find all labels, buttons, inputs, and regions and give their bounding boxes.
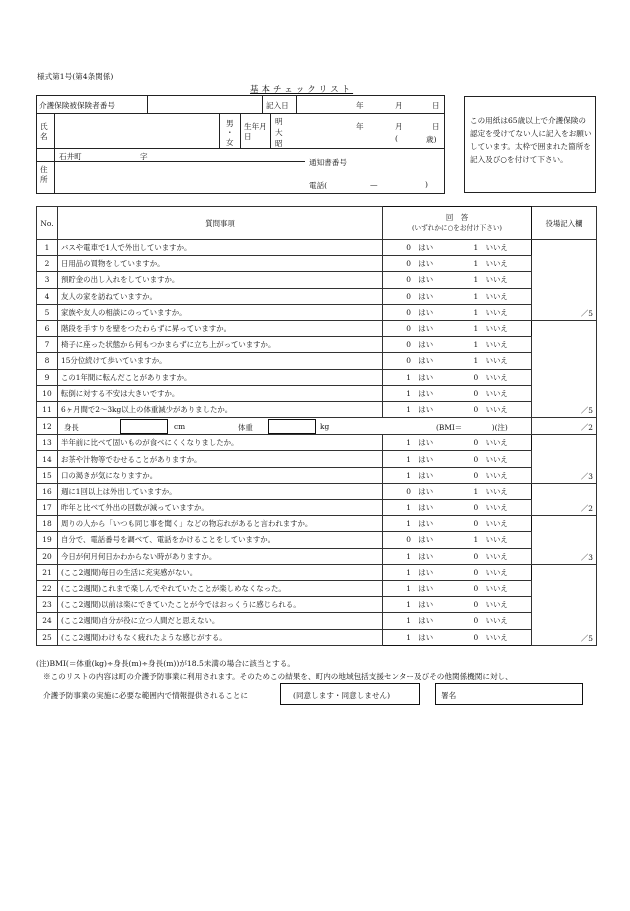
question-text: (ここ2週間)わけもなく疲れたような感じがする。 bbox=[58, 629, 383, 645]
office-score-cell: ／5 bbox=[532, 240, 597, 321]
answer-yes-score[interactable]: 0 bbox=[406, 243, 411, 253]
answer-no-score[interactable]: 1 bbox=[473, 324, 479, 334]
answer-yes-score[interactable]: 1 bbox=[406, 454, 411, 464]
answer-cell[interactable] bbox=[383, 629, 532, 645]
phone-close: ) bbox=[425, 180, 428, 189]
answer-no[interactable]: いいえ bbox=[485, 470, 508, 480]
answer-no-score[interactable]: 0 bbox=[473, 503, 479, 513]
row-number: 2 bbox=[37, 256, 58, 272]
row-number: 5 bbox=[37, 304, 58, 320]
answer-no-score[interactable]: 1 bbox=[473, 535, 479, 545]
name-label: 氏名 bbox=[40, 122, 48, 141]
answer-no[interactable]: いいえ bbox=[485, 259, 508, 269]
row-number: 24 bbox=[37, 613, 58, 629]
row-number: 13 bbox=[37, 435, 58, 451]
answer-no[interactable]: いいえ bbox=[485, 404, 508, 414]
question-text: 口の渇きが気になりますか。 bbox=[58, 467, 383, 483]
answer-yes-score[interactable]: 0 bbox=[406, 535, 411, 545]
answer-no[interactable]: いいえ bbox=[485, 535, 508, 545]
address-town: 石井町 bbox=[59, 152, 82, 161]
answer-no-score[interactable]: 0 bbox=[473, 388, 479, 398]
answer-cell[interactable] bbox=[383, 467, 532, 483]
height-label: 身長 bbox=[64, 422, 79, 432]
col-answer-header bbox=[383, 207, 532, 240]
weight-field[interactable] bbox=[268, 419, 316, 434]
office-score-cell: ／3 bbox=[532, 516, 597, 565]
row-number: 18 bbox=[37, 516, 58, 532]
answer-no-score[interactable]: 0 bbox=[473, 551, 479, 561]
answer-no-score[interactable]: 0 bbox=[473, 470, 479, 480]
table-row bbox=[37, 320, 597, 336]
insured-number-field[interactable] bbox=[149, 96, 261, 112]
table-row bbox=[37, 240, 597, 256]
table-row bbox=[37, 548, 597, 564]
table-row bbox=[37, 532, 597, 548]
answer-yes[interactable]: はい bbox=[418, 454, 434, 464]
body-measure-cell bbox=[58, 418, 532, 435]
answer-no[interactable]: いいえ bbox=[485, 275, 508, 285]
answer-cell[interactable] bbox=[383, 240, 532, 256]
row-number: 9 bbox=[37, 369, 58, 385]
table-row bbox=[37, 483, 597, 499]
question-text: この1年間に転んだことがありますか。 bbox=[58, 369, 383, 385]
consent-text: 介護予防事業の実施に必要な範囲内で情報提供されることに bbox=[43, 691, 249, 700]
answer-cell[interactable] bbox=[383, 272, 532, 288]
checklist-table bbox=[36, 206, 597, 646]
height-field[interactable] bbox=[120, 419, 168, 434]
answer-cell[interactable] bbox=[383, 401, 532, 417]
answer-yes[interactable]: はい bbox=[418, 291, 434, 301]
entry-month-label: 月 bbox=[395, 101, 403, 110]
question-text: (ここ2週間)以前は楽にできていたことが今ではおっくうに感じられる。 bbox=[58, 597, 383, 613]
answer-yes-score[interactable]: 0 bbox=[406, 356, 411, 366]
answer-no[interactable]: いいえ bbox=[485, 616, 508, 626]
notice-number-label: 通知書番号 bbox=[309, 158, 347, 167]
answer-no-score[interactable]: 1 bbox=[473, 486, 479, 496]
answer-no-score[interactable]: 1 bbox=[473, 291, 479, 301]
row-number: 7 bbox=[37, 337, 58, 353]
answer-yes-score[interactable]: 1 bbox=[406, 616, 411, 626]
answer-yes[interactable]: はい bbox=[418, 438, 434, 448]
table-row bbox=[37, 451, 597, 467]
answer-yes-score[interactable]: 0 bbox=[406, 275, 411, 285]
question-text: 半年前に比べて固いものが食べにくくなりましたか。 bbox=[58, 435, 383, 451]
address-aza: 字 bbox=[140, 152, 148, 161]
answer-yes-score[interactable]: 0 bbox=[406, 259, 411, 269]
col-question-header: 質問事項 bbox=[58, 207, 383, 240]
answer-yes-score[interactable]: 1 bbox=[406, 503, 411, 513]
office-score-cell: ／5 bbox=[532, 320, 597, 417]
phone-label: 電話( bbox=[309, 181, 328, 190]
row-number: 19 bbox=[37, 532, 58, 548]
answer-no-score[interactable]: 0 bbox=[473, 404, 479, 414]
table-row bbox=[37, 467, 597, 483]
answer-cell[interactable] bbox=[383, 320, 532, 336]
answer-cell[interactable] bbox=[383, 483, 532, 499]
age-open: ( bbox=[395, 134, 398, 143]
answer-yes[interactable]: はい bbox=[418, 307, 434, 317]
answer-no-score[interactable]: 0 bbox=[473, 600, 479, 610]
col-office-header: 役場記入欄 bbox=[532, 207, 597, 240]
answer-cell[interactable] bbox=[383, 564, 532, 580]
office-score-cell: ／5 bbox=[532, 564, 597, 645]
question-text: バスや電車で1人で外出していますか。 bbox=[58, 240, 383, 256]
answer-yes[interactable]: はい bbox=[418, 324, 434, 334]
entry-year-label: 年 bbox=[356, 101, 364, 110]
entry-day-label: 日 bbox=[432, 101, 440, 110]
answer-yes[interactable]: はい bbox=[418, 340, 434, 350]
answer-yes-score[interactable]: 1 bbox=[406, 632, 411, 642]
row-number: 20 bbox=[37, 548, 58, 564]
insured-number-label: 介護保険被保険者番号 bbox=[39, 101, 115, 110]
answer-no-score[interactable]: 0 bbox=[473, 454, 479, 464]
table-row bbox=[37, 435, 597, 451]
height-unit: cm bbox=[174, 421, 186, 431]
answer-cell[interactable] bbox=[383, 288, 532, 304]
weight-unit: kg bbox=[320, 421, 330, 431]
row-number: 1 bbox=[37, 240, 58, 256]
question-text: 昨年と比べて外出の回数が減っていますか。 bbox=[58, 500, 383, 516]
page-title: 基本チェックリスト bbox=[250, 85, 354, 95]
table-row bbox=[37, 580, 597, 596]
answer-yes[interactable]: はい bbox=[418, 535, 434, 545]
question-text: 転倒に対する不安は大きいですか。 bbox=[58, 385, 383, 401]
answer-no[interactable]: いいえ bbox=[485, 388, 508, 398]
table-row bbox=[37, 256, 597, 272]
answer-no-score[interactable]: 1 bbox=[473, 243, 479, 253]
answer-no[interactable]: いいえ bbox=[485, 503, 508, 513]
answer-no[interactable]: いいえ bbox=[485, 519, 508, 529]
answer-no-score[interactable]: 0 bbox=[473, 438, 479, 448]
answer-yes[interactable]: はい bbox=[418, 372, 434, 382]
birth-day-label: 日 bbox=[432, 122, 440, 131]
era-showa[interactable]: 昭 bbox=[275, 139, 283, 148]
bmi-label: (BMI＝ )(注) bbox=[436, 422, 508, 432]
row-number: 14 bbox=[37, 451, 58, 467]
answer-yes-score[interactable]: 0 bbox=[406, 486, 411, 496]
answer-yes[interactable]: はい bbox=[418, 567, 434, 577]
form-id: 様式第1号(第4条関係) bbox=[37, 72, 114, 81]
footnote-bmi: (注)BMI(＝体重(kg)÷身長(m)÷身長(m))が18.5未満の場合に該当とする。 bbox=[36, 659, 295, 668]
answer-yes-score[interactable]: 1 bbox=[406, 519, 411, 529]
question-text: (ここ2週間)自分が役に立つ人間だと思えない。 bbox=[58, 613, 383, 629]
table-row bbox=[37, 629, 597, 645]
row-number: 17 bbox=[37, 500, 58, 516]
office-score-cell: ／3 bbox=[532, 435, 597, 484]
notice-text: この用紙は65歳以上で介護保険の認定を受けてない人に記入をお願いしています。太枠で囲まれた箇所を記入及び○を付けて下さい。 bbox=[470, 116, 592, 164]
entry-date-field[interactable] bbox=[298, 96, 444, 112]
answer-no[interactable]: いいえ bbox=[485, 356, 508, 366]
table-row bbox=[37, 385, 597, 401]
answer-yes[interactable]: はい bbox=[418, 404, 434, 414]
answer-yes[interactable]: はい bbox=[418, 356, 434, 366]
answer-no-score[interactable]: 0 bbox=[473, 372, 479, 382]
answer-no[interactable]: いいえ bbox=[485, 454, 508, 464]
sex-female[interactable]: 女 bbox=[226, 138, 234, 147]
answer-yes[interactable]: はい bbox=[418, 486, 434, 496]
answer-cell[interactable] bbox=[383, 451, 532, 467]
row-number: 25 bbox=[37, 629, 58, 645]
question-text: 階段を手すりを壁をつたわらずに昇っていますか。 bbox=[58, 320, 383, 336]
table-row bbox=[37, 564, 597, 580]
answer-no-score[interactable]: 1 bbox=[473, 307, 479, 317]
table-row bbox=[37, 418, 597, 435]
answer-no-score[interactable]: 0 bbox=[473, 584, 479, 594]
answer-cell[interactable] bbox=[383, 369, 532, 385]
answer-cell[interactable] bbox=[383, 532, 532, 548]
answer-cell[interactable] bbox=[383, 548, 532, 564]
birth-label: 生年月日 bbox=[244, 122, 267, 141]
table-row bbox=[37, 401, 597, 417]
answer-yes[interactable]: はい bbox=[418, 632, 434, 642]
answer-no-score[interactable]: 0 bbox=[473, 567, 479, 577]
answer-no[interactable]: いいえ bbox=[485, 307, 508, 317]
answer-cell[interactable] bbox=[383, 580, 532, 596]
sex-separator: ・ bbox=[226, 128, 234, 137]
answer-yes[interactable]: はい bbox=[418, 519, 434, 529]
answer-yes-score[interactable]: 1 bbox=[406, 584, 411, 594]
question-text: 預貯金の出し入れをしていますか。 bbox=[58, 272, 383, 288]
answer-yes[interactable]: はい bbox=[418, 584, 434, 594]
answer-cell[interactable] bbox=[383, 613, 532, 629]
answer-no-score[interactable]: 0 bbox=[473, 519, 479, 529]
question-text: (ここ2週間)毎日の生活に充実感がない。 bbox=[58, 564, 383, 580]
answer-cell[interactable] bbox=[383, 337, 532, 353]
table-row bbox=[37, 353, 597, 369]
row-number: 4 bbox=[37, 288, 58, 304]
row-number: 3 bbox=[37, 272, 58, 288]
table-row bbox=[37, 337, 597, 353]
answer-cell[interactable] bbox=[383, 256, 532, 272]
footnote-usage: ※このリストの内容は町の介護予防事業に利用されます。そのためこの結果を、町内の地域包括支援センター及びその他関係機関に対し、 bbox=[43, 672, 513, 681]
col-no-header: No. bbox=[37, 207, 58, 240]
question-text: 家族や友人の相談にのっていますか。 bbox=[58, 304, 383, 320]
question-text: 週に1回以上は外出していますか。 bbox=[58, 483, 383, 499]
answer-no-score[interactable]: 0 bbox=[473, 632, 479, 642]
answer-yes-score[interactable]: 1 bbox=[406, 388, 411, 398]
answer-no-score[interactable]: 1 bbox=[473, 356, 479, 366]
answer-yes[interactable]: はい bbox=[418, 503, 434, 513]
answer-no[interactable]: いいえ bbox=[485, 324, 508, 334]
weight-label: 体重 bbox=[238, 422, 253, 432]
answer-header-sub: (いずれかに○をお付け下さい) bbox=[411, 224, 503, 232]
row-number: 21 bbox=[37, 564, 58, 580]
answer-cell[interactable] bbox=[383, 500, 532, 516]
answer-yes[interactable]: はい bbox=[418, 243, 434, 253]
row-number: 15 bbox=[37, 467, 58, 483]
answer-no-score[interactable]: 1 bbox=[473, 275, 479, 285]
answer-no-score[interactable]: 1 bbox=[473, 340, 479, 350]
birth-year-label: 年 bbox=[356, 122, 364, 131]
answer-no[interactable]: いいえ bbox=[485, 340, 508, 350]
row-number: 6 bbox=[37, 320, 58, 336]
answer-yes-score[interactable]: 0 bbox=[406, 340, 411, 350]
table-row bbox=[37, 516, 597, 532]
answer-no[interactable]: いいえ bbox=[485, 291, 508, 301]
row-number: 16 bbox=[37, 483, 58, 499]
answer-yes[interactable]: はい bbox=[418, 600, 434, 610]
answer-yes[interactable]: はい bbox=[418, 616, 434, 626]
answer-yes-score[interactable]: 1 bbox=[406, 470, 411, 480]
row-number: 22 bbox=[37, 580, 58, 596]
entry-date-label: 記入日 bbox=[266, 101, 289, 110]
table-row bbox=[37, 304, 597, 320]
answer-yes-score[interactable]: 0 bbox=[406, 324, 411, 334]
answer-yes[interactable]: はい bbox=[418, 388, 434, 398]
table-row bbox=[37, 288, 597, 304]
row-number: 8 bbox=[37, 353, 58, 369]
answer-yes-score[interactable]: 1 bbox=[406, 438, 411, 448]
answer-no-score[interactable]: 0 bbox=[473, 616, 479, 626]
answer-no[interactable]: いいえ bbox=[485, 438, 508, 448]
answer-no-score[interactable]: 1 bbox=[473, 259, 479, 269]
question-text: 15分位続けて歩いていますか。 bbox=[58, 353, 383, 369]
answer-no[interactable]: いいえ bbox=[485, 486, 508, 496]
answer-yes-score[interactable]: 1 bbox=[406, 551, 411, 561]
answer-cell[interactable] bbox=[383, 385, 532, 401]
sex-male[interactable]: 男 bbox=[226, 119, 234, 128]
name-field[interactable] bbox=[56, 114, 218, 147]
question-text: 友人の家を訪ねていますか。 bbox=[58, 288, 383, 304]
office-score-cell: ／2 bbox=[532, 418, 597, 435]
row-number: 11 bbox=[37, 401, 58, 417]
question-text: 周りの人から「いつも同じ事を聞く」などの物忘れがあると言われますか。 bbox=[58, 516, 383, 532]
age-close: 歳) bbox=[426, 135, 437, 144]
answer-yes[interactable]: はい bbox=[418, 259, 434, 269]
signature-label: 署名 bbox=[441, 691, 457, 700]
phone-dash: — bbox=[370, 180, 378, 189]
answer-yes-score[interactable]: 1 bbox=[406, 404, 411, 414]
answer-yes[interactable]: はい bbox=[418, 551, 434, 561]
question-text: 今日が何月何日かわからない時がありますか。 bbox=[58, 548, 383, 564]
question-text: 椅子に座った状態から何もつかまらずに立ち上がっていますか。 bbox=[58, 337, 383, 353]
consent-options[interactable]: (同意します・同意しません) bbox=[293, 691, 391, 700]
answer-yes-score[interactable]: 1 bbox=[406, 600, 411, 610]
answer-no[interactable]: いいえ bbox=[485, 372, 508, 382]
birth-month-label: 月 bbox=[395, 122, 403, 131]
era-taisho[interactable]: 大 bbox=[275, 128, 283, 137]
answer-yes[interactable]: はい bbox=[418, 470, 434, 480]
answer-no[interactable]: いいえ bbox=[485, 567, 508, 577]
address-label: 住所 bbox=[40, 165, 48, 184]
answer-cell[interactable] bbox=[383, 353, 532, 369]
table-row bbox=[37, 500, 597, 516]
row-number: 12 bbox=[37, 418, 58, 435]
answer-cell[interactable] bbox=[383, 304, 532, 320]
signature-box[interactable] bbox=[435, 683, 583, 705]
table-row bbox=[37, 272, 597, 288]
answer-no[interactable]: いいえ bbox=[485, 600, 508, 610]
answer-no[interactable]: いいえ bbox=[485, 551, 508, 561]
answer-no[interactable]: いいえ bbox=[485, 632, 508, 642]
answer-yes-score[interactable]: 1 bbox=[406, 567, 411, 577]
question-text: お茶や汁物等でむせることがありますか。 bbox=[58, 451, 383, 467]
answer-yes[interactable]: はい bbox=[418, 275, 434, 285]
table-row bbox=[37, 597, 597, 613]
answer-yes-score[interactable]: 1 bbox=[406, 372, 411, 382]
table-row bbox=[37, 613, 597, 629]
question-text: (ここ2週間)これまで楽しんでやれていたことが楽しめなくなった。 bbox=[58, 580, 383, 596]
answer-no[interactable]: いいえ bbox=[485, 584, 508, 594]
answer-yes-score[interactable]: 0 bbox=[406, 307, 411, 317]
office-score-cell: ／2 bbox=[532, 483, 597, 515]
answer-header-title: 回 答 bbox=[445, 213, 469, 222]
question-text: 6ヶ月間で2～3kg以上の体重減少がありましたか。 bbox=[58, 401, 383, 417]
answer-cell[interactable] bbox=[383, 435, 532, 451]
question-text: 自分で、電話番号を調べて、電話をかけることをしていますか。 bbox=[58, 532, 383, 548]
answer-cell[interactable] bbox=[383, 597, 532, 613]
address-field[interactable] bbox=[56, 162, 304, 193]
answer-yes-score[interactable]: 0 bbox=[406, 291, 411, 301]
row-number: 10 bbox=[37, 385, 58, 401]
era-meiji[interactable]: 明 bbox=[275, 117, 283, 126]
answer-cell[interactable] bbox=[383, 516, 532, 532]
table-row bbox=[37, 369, 597, 385]
question-text: 日用品の買物をしていますか。 bbox=[58, 256, 383, 272]
row-number: 23 bbox=[37, 597, 58, 613]
answer-no[interactable]: いいえ bbox=[485, 243, 508, 253]
